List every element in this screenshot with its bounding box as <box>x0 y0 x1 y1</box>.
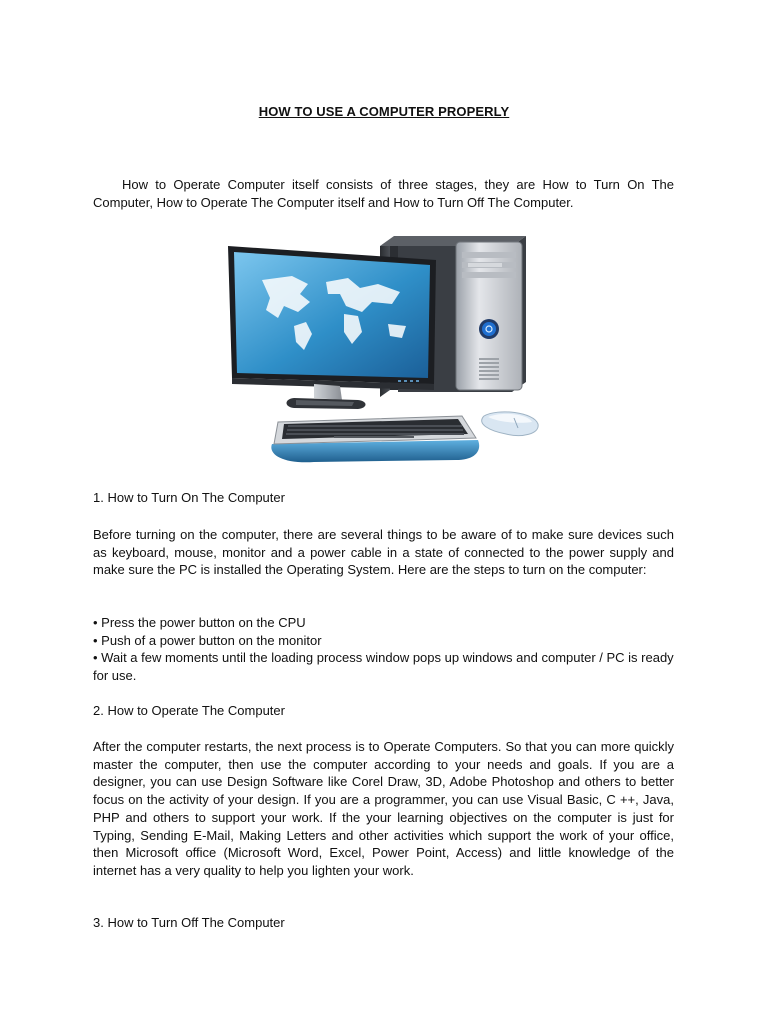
section1-paragraph: Before turning on the computer, there are several things to be aware of to make sure devices such as keyboard, mouse, monitor and a power cable in a state of connected to the power supply and make sure the PC is installed the Operating System. Here are the steps to turn on the computer: <box>93 527 674 578</box>
desktop-computer-illustration <box>222 232 546 468</box>
mouse-icon <box>482 412 538 436</box>
section2-heading: 2. How to Operate The Computer <box>93 703 285 718</box>
section3-heading: 3. How to Turn Off The Computer <box>93 915 285 930</box>
document-title: HOW TO USE A COMPUTER PROPERLY <box>258 104 510 119</box>
list-item: • Wait a few moments until the loading process window pops up windows and computer / PC is ready for use. <box>93 650 674 684</box>
list-item: • Push of a power button on the monitor <box>93 632 322 648</box>
section1-heading: 1. How to Turn On The Computer <box>93 490 285 505</box>
section2-paragraph: After the computer restarts, the next process is to Operate Computers. So that you can more quickly master the computer, then use the computer according to your needs and goals. If you are a designer, you can use Design Software like Corel Draw, 3D, Adobe Photoshop and others to better focus on the activity of your design. If you are a programmer, you can use Visual Basic, C ++, Java, PHP and others to support your work. If the your learning objectives on the computer is just for Typing, Sending E-Mail, Making Letters and other activities which support the work of your office, then Microsoft office (Microsoft Word, Excel, Power Point, Access) and little knowledge of the internet has a very quality to help you lighten your work. <box>93 739 674 878</box>
intro-paragraph: How to Operate Computer itself consists of three stages, they are How to Turn On The Computer, How to Operate The Computer itself and How to Turn Off The Computer. <box>93 177 674 210</box>
list-item: • Press the power button on the CPU <box>93 615 306 630</box>
monitor-icon <box>228 246 436 409</box>
keyboard-icon <box>271 416 479 462</box>
section1-bullet-list <box>93 614 674 685</box>
